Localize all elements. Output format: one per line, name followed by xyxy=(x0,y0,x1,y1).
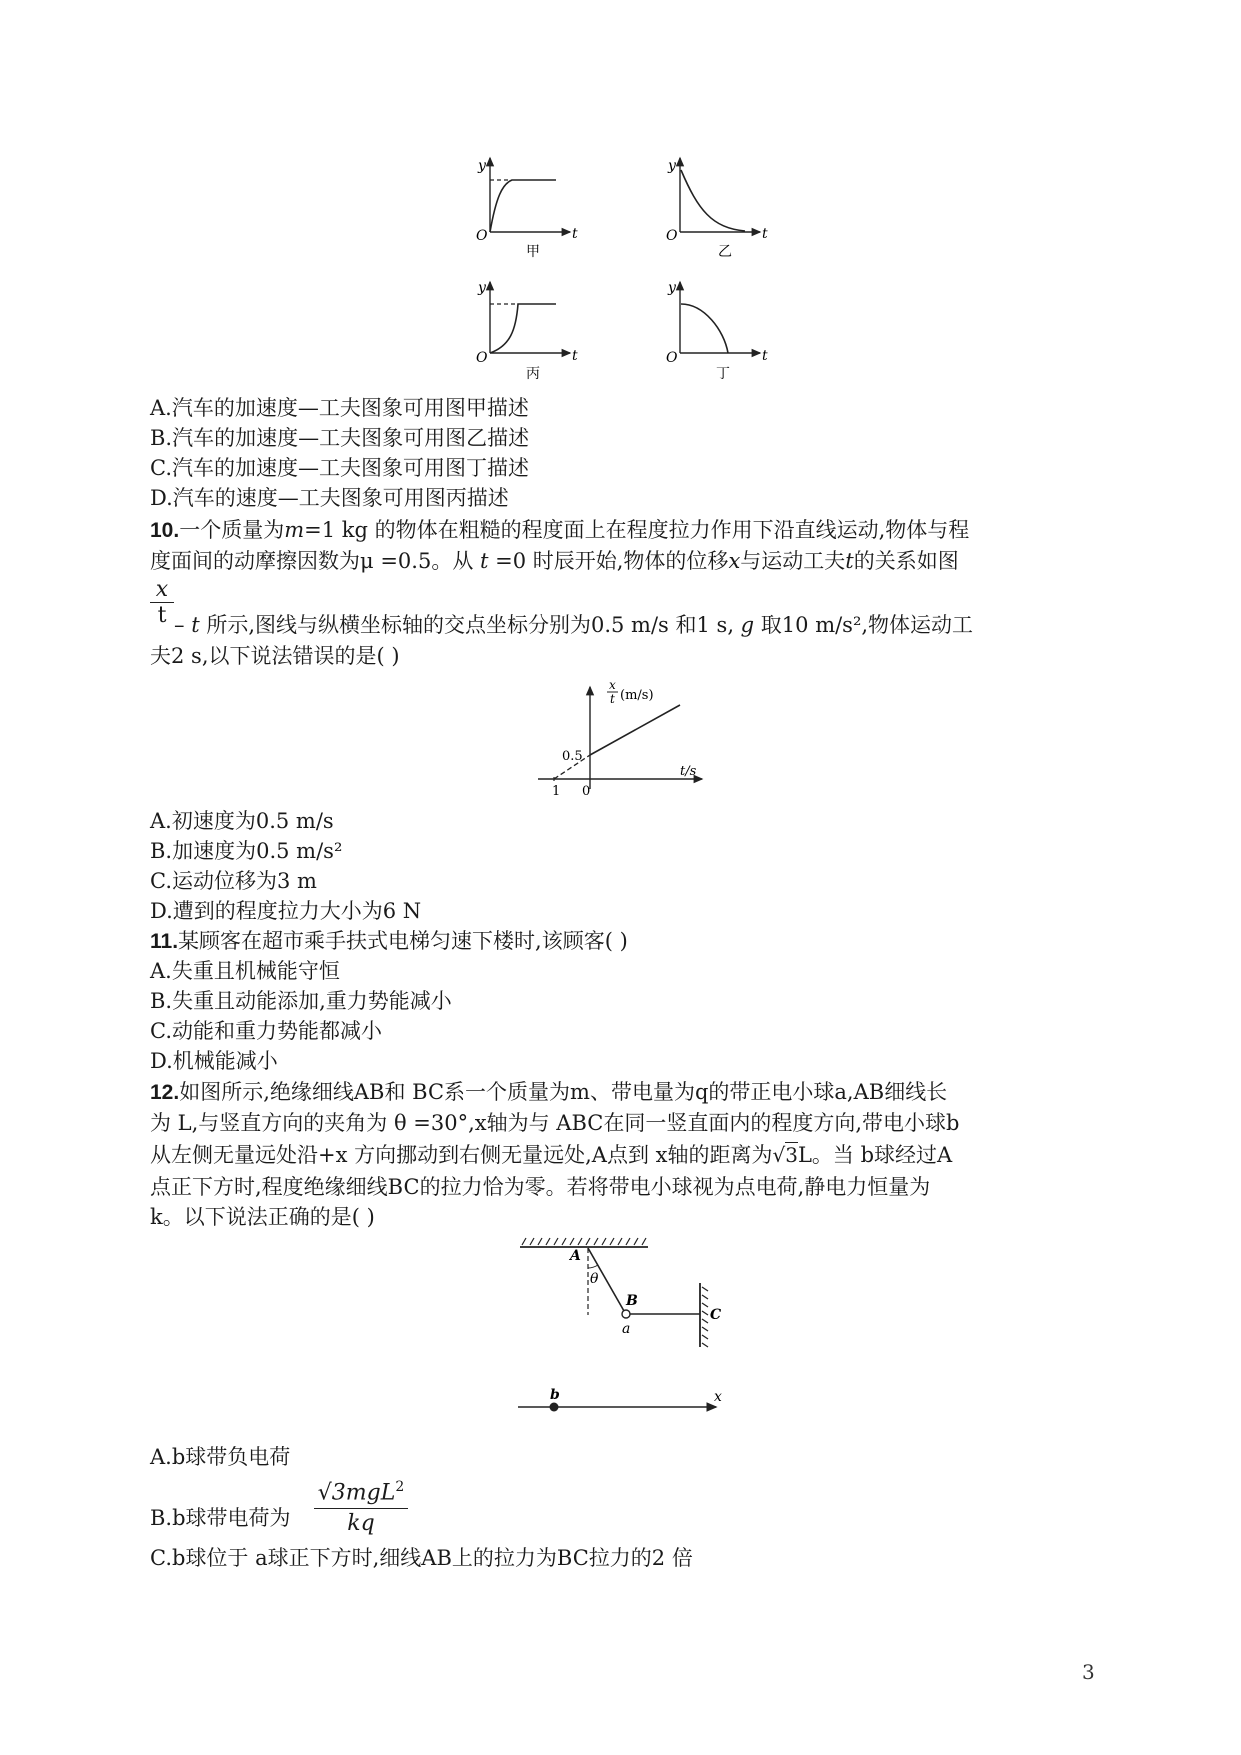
q9-option-c: C.汽车的加速度—工夫图象可用图丁描述 xyxy=(150,456,529,480)
q12-fig-C: C xyxy=(710,1307,722,1323)
q10-text: 取10 m/s²,物体运动工 xyxy=(754,613,974,637)
q12-text: 如图所示,绝缘细线AB和 BC系一个质量为m、带电量为q的带正电小球a,AB细线长 xyxy=(179,1080,948,1104)
q12-line-1 xyxy=(150,1077,947,1108)
q10-frac-den: t xyxy=(157,603,167,628)
graph-yi-label: 乙 xyxy=(718,244,732,260)
q12-line-2: 为 L,与竖直方向的夹角为 θ =30°,x轴为与 ABC在同一竖直面内的程度方向,带电小球b xyxy=(150,1111,960,1135)
q12-option-c: C.b球位于 a球正下方时,细线AB上的拉力为BC拉力的2 倍 xyxy=(150,1546,693,1570)
q10-frac-num: x xyxy=(150,578,174,603)
q10-text: =1 kg 的物体在粗糙的程度面上在程度拉力作用下沿直线运动,物体与程 xyxy=(304,518,970,542)
q11-option-b: B.失重且动能添加,重力势能减小 xyxy=(150,989,452,1013)
q10-text: 一个质量为 xyxy=(179,518,285,542)
q12-fig-b: b xyxy=(550,1387,560,1403)
q10-graph-ylabel-num: x xyxy=(609,678,616,692)
q10-line-4: 夫2 s,以下说法错误的是( ) xyxy=(150,644,400,668)
q11-text: 某顾客在超市乘手扶式电梯匀速下楼时,该顾客( ) xyxy=(178,929,628,953)
graph-bing xyxy=(476,280,578,382)
q12-fig-theta: θ xyxy=(590,1271,599,1287)
q12-text: L。当 b球经过A xyxy=(797,1143,953,1167)
q10-text: 与运动工夫 xyxy=(740,549,846,573)
q10-graph xyxy=(530,677,750,807)
q10-var-t: t xyxy=(845,549,854,573)
q11-option-d: D.机械能减小 xyxy=(150,1049,278,1073)
graph-yi-t: t xyxy=(762,226,768,242)
q10-text: =0 时辰开始,物体的位移 xyxy=(488,549,729,573)
q12-fig-x: x xyxy=(714,1389,722,1405)
q11-option-a: A.失重且机械能守恒 xyxy=(150,959,340,983)
graph-ding xyxy=(666,280,768,382)
q12-fig-A: A xyxy=(570,1248,581,1264)
q12-number: 12. xyxy=(150,1081,180,1104)
graph-jia-t: t xyxy=(572,226,578,242)
q10-number: 10. xyxy=(150,519,180,542)
q10-text: 度面间的动摩擦因数为μ =0.5。从 xyxy=(150,549,480,573)
q9-option-a: A.汽车的加速度—工夫图象可用图甲描述 xyxy=(150,396,529,420)
graph-jia-y: y xyxy=(478,158,486,174)
graph-yi xyxy=(666,158,768,260)
graph-bing-t: t xyxy=(572,348,578,364)
graph-ding-label: 丁 xyxy=(716,366,730,382)
graph-jia xyxy=(476,158,578,260)
q12-option-b: B.b球带电荷为 xyxy=(150,1506,291,1530)
q10-graph-x-neg: 1 xyxy=(552,784,561,799)
q10-fraction xyxy=(150,578,174,629)
q12-option-a: A.b球带负电荷 xyxy=(150,1445,291,1469)
q10-var-m: m xyxy=(284,518,305,542)
q12-line-5: k。以下说法正确的是( ) xyxy=(150,1205,375,1229)
q9-option-d: D.汽车的速度—工夫图象可用图丙描述 xyxy=(150,486,509,510)
q10-option-d: D.遭到的程度拉力大小为6 N xyxy=(150,899,422,923)
graph-jia-label: 甲 xyxy=(526,244,540,260)
q10-option-c: C.运动位移为3 m xyxy=(150,869,317,893)
q10-graph-yunit: (m/s) xyxy=(620,688,654,703)
q12-option-b-den: kq xyxy=(347,1511,375,1537)
sqrt3: √3 xyxy=(772,1143,798,1167)
graph-bing-label: 丙 xyxy=(526,366,540,382)
q10-text: 的关系如图 xyxy=(853,549,959,573)
graph-ding-o: O xyxy=(666,350,678,366)
graph-yi-o: O xyxy=(666,228,678,244)
q12-line-3 xyxy=(150,1140,952,1170)
q10-line-1 xyxy=(150,515,969,546)
q10-text: 所示,图线与纵横坐标轴的交点坐标分别为0.5 m/s 和1 s, xyxy=(199,613,741,637)
graphs-figure xyxy=(0,0,1241,400)
q12-option-b-sup: 2 xyxy=(395,1479,405,1495)
q12-option-b-num: √3mgL$^2$ xyxy=(314,1472,408,1509)
q10-option-a: A.初速度为0.5 m/s xyxy=(150,809,334,833)
q11-stem xyxy=(150,926,628,957)
graph-bing-y: y xyxy=(478,280,486,296)
q11-number: 11. xyxy=(150,930,179,953)
q10-text: – xyxy=(174,613,192,637)
q11-option-c: C.动能和重力势能都减小 xyxy=(150,1019,382,1043)
q10-line-2 xyxy=(150,546,959,576)
graph-yi-y: y xyxy=(668,158,676,174)
q12-fig-B: B xyxy=(626,1293,638,1309)
q12-line-4: 点正下方时,程度绝缘细线BC的拉力恰为零。若将带电小球视为点电荷,静电力恒量为 xyxy=(150,1175,931,1199)
q10-graph-zero: 0 xyxy=(582,784,591,799)
page-number: 3 xyxy=(1082,1660,1095,1684)
q10-graph-ylabel-den: t xyxy=(610,692,615,706)
q9-option-b: B.汽车的加速度—工夫图象可用图乙描述 xyxy=(150,426,530,450)
q12-figure xyxy=(510,1235,750,1435)
graph-bing-o: O xyxy=(476,350,488,366)
graph-ding-t: t xyxy=(762,348,768,364)
q10-line-3 xyxy=(174,610,973,640)
q12-fig-a: a xyxy=(622,1321,631,1337)
q10-graph-xlabel: t/s xyxy=(680,764,697,779)
q10-var-g: g xyxy=(740,613,755,637)
graph-jia-o: O xyxy=(476,228,488,244)
q12-text: 从左侧无量远处沿+x 方向挪动到右侧无量远处,A点到 x轴的距离为 xyxy=(150,1143,773,1167)
q12-option-b-fraction xyxy=(314,1472,408,1539)
q10-graph-ytick: 0.5 xyxy=(562,749,583,764)
graph-ding-y: y xyxy=(668,280,676,296)
q12-option-b-num-text: 3mgL xyxy=(331,1480,396,1506)
q10-var-t: t xyxy=(480,549,489,573)
q10-var-x: x xyxy=(728,549,741,573)
q10-var-t: t xyxy=(191,613,200,637)
q10-option-b: B.加速度为0.5 m/s² xyxy=(150,839,343,863)
